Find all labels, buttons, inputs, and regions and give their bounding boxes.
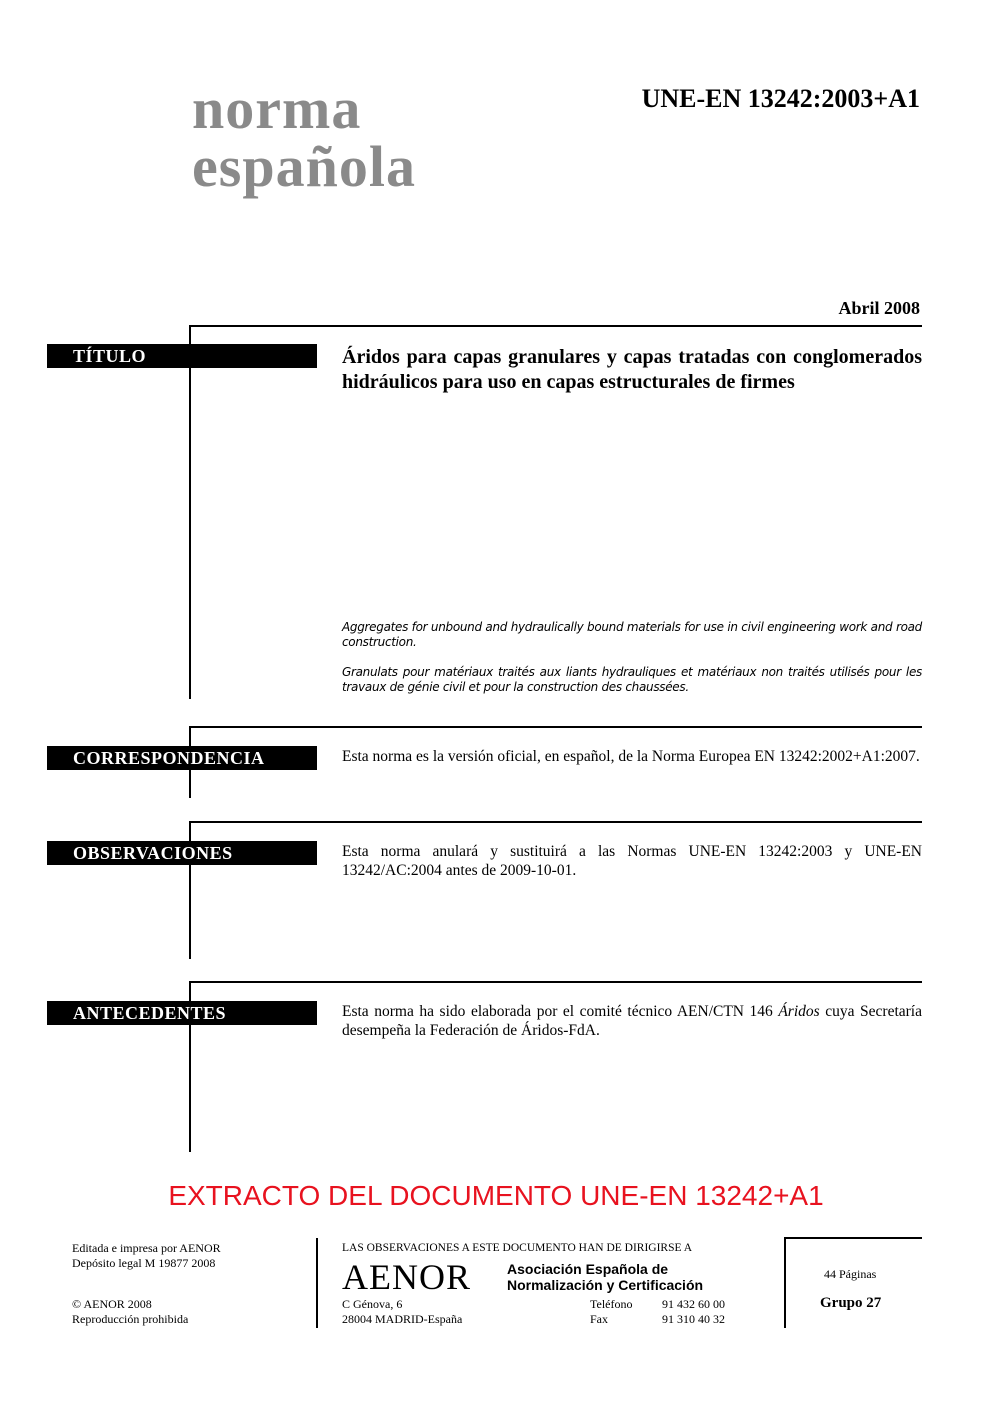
- antecedentes-label: ANTECEDENTES: [47, 1001, 317, 1025]
- footer-deposit: Depósito legal M 19877 2008: [72, 1256, 216, 1270]
- titulo-side-rule: [189, 325, 191, 699]
- antecedentes-top-rule: [189, 981, 922, 983]
- brand-title: [192, 76, 416, 199]
- brand-line-2: española: [192, 134, 416, 199]
- footer-left: [72, 1241, 221, 1271]
- footer-pages: 44 Páginas: [824, 1267, 877, 1281]
- correspondencia-top-rule: [189, 726, 922, 728]
- antecedentes-text-start: Esta norma ha sido elaborada por el comité técnico AEN/CTN 146: [342, 1003, 779, 1020]
- footer-copyright: © AENOR 2008: [72, 1297, 152, 1311]
- correspondencia-label: CORRESPONDENCIA: [47, 746, 317, 770]
- aenor-org-line-2: Normalización y Certificación: [507, 1277, 704, 1293]
- footer-right-top-rule: [784, 1237, 922, 1239]
- publication-date: Abril 2008: [838, 298, 920, 318]
- aenor-org-line-1: Asociación Española de: [507, 1261, 669, 1277]
- standard-code: UNE-EN 13242:2003+A1: [641, 84, 920, 113]
- aenor-organization: [507, 1261, 703, 1293]
- antecedentes-text-end: cuya Secretaría desempeña la Federación de Áridos-FdA.: [342, 1003, 922, 1039]
- antecedentes-committee-name: Áridos: [778, 1003, 820, 1020]
- correspondencia-text: Esta norma es la versión oficial, en español, de la Norma Europea EN 13242:2002+A1:2007.: [342, 748, 920, 765]
- footer-phone: 91 432 60 00: [662, 1297, 725, 1311]
- observaciones-label: OBSERVACIONES: [47, 841, 317, 865]
- footer-divider-left: [316, 1238, 318, 1328]
- observaciones-text: Esta norma anulará y sustituirá a las Normas UNE-EN 13242:2003 y UNE-EN 13242/AC:2004 antes de 2009-10-01.: [342, 843, 922, 879]
- footer-address-line-1: C Génova, 6: [342, 1297, 403, 1311]
- brand-line-1: norma: [192, 76, 362, 141]
- title-spanish: Áridos para capas granulares y capas tratadas con conglomerados hidráulicos para uso en capas estructurales de firmes: [342, 346, 922, 393]
- footer-address: [342, 1297, 462, 1327]
- titulo-label: TÍTULO: [47, 344, 317, 368]
- footer-contact-values: [662, 1297, 725, 1327]
- footer-reproduction: Reproducción prohibida: [72, 1312, 189, 1326]
- footer-phone-label: Teléfono: [590, 1297, 633, 1311]
- observaciones-top-rule: [189, 821, 922, 823]
- footer-address-line-2: 28004 MADRID-España: [342, 1312, 463, 1326]
- footer-fax: 91 310 40 32: [662, 1312, 725, 1326]
- title-french: Granulats pour matériaux traités aux liants hydrauliques et matériaux non traités utilisés pour les travaux de génie civil et pour la construction des chaussées.: [342, 665, 922, 694]
- antecedentes-text: [342, 1002, 922, 1040]
- footer-left-bottom: [72, 1297, 188, 1327]
- footer-group: Grupo 27: [820, 1295, 882, 1311]
- footer-notice: LAS OBSERVACIONES A ESTE DOCUMENTO HAN DE DIRIGIRSE A: [342, 1242, 693, 1254]
- titulo-top-rule: [189, 325, 922, 327]
- footer-contact-labels: [590, 1297, 632, 1327]
- aenor-logo: AENOR: [342, 1257, 471, 1297]
- footer-fax-label: Fax: [590, 1312, 608, 1326]
- footer-edited: Editada e impresa por AENOR: [72, 1241, 221, 1255]
- extract-stamp: EXTRACTO DEL DOCUMENTO UNE-EN 13242+A1: [168, 1180, 824, 1211]
- footer-right-side-rule: [784, 1237, 786, 1328]
- title-english: Aggregates for unbound and hydraulically bound materials for use in civil engineering work and road construction.: [342, 620, 922, 649]
